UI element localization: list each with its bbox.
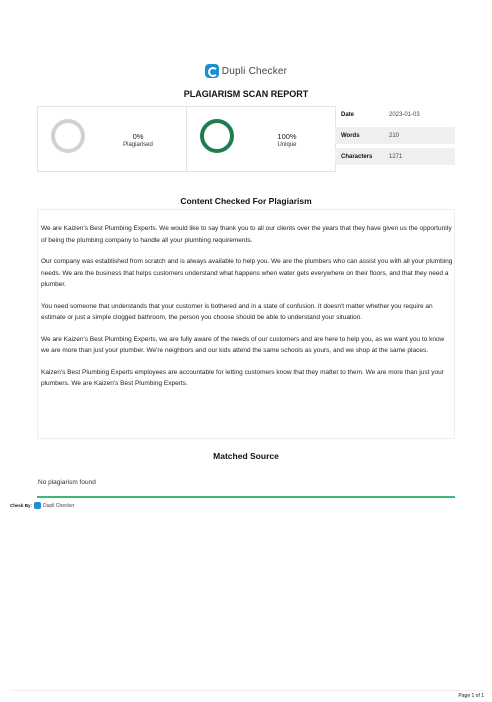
plagiarised-label: Plagiarised [123,142,153,148]
no-plagiarism-text: No plagiarism found [38,479,96,486]
unique-label: Unique [277,142,297,148]
check-by-label: Check By: [10,503,33,508]
plagiarised-value: 0% [132,132,144,141]
meta-key: Characters [341,153,373,160]
meta-table [335,106,455,169]
dupli-checker-small-logo-icon [34,502,41,509]
content-paragraph: Our company was established from scratch and is always available to help you. We are the plumbers who can assist you with all your plumbing needs. We are the business that helps customers understand what happens when water gets everywhere on their floors, and that they need a plumber. [41,258,453,288]
report-title: PLAGIARISM SCAN REPORT [183,89,309,99]
content-paragraph: You need someone that understands that your customer is bothered and in a state of confusion. It doesn't matter whether you require an estimate or just a simple clogged bathroom, the person you choose should be able to understand your situation. [41,302,433,321]
content-section-title: Content Checked For Plagiarism [180,196,312,206]
content-box [37,209,455,439]
footer-divider [10,690,484,691]
meta-row-characters [335,148,455,165]
content-paragraph: Kaizen's Best Plumbing Experts employees are accountable for letting customers know that they matter to them. We are more than just your plumbers. We are Kaizen's Best Plumbing Experts. [41,368,444,387]
meta-key: Date [341,111,355,118]
content-paragraph: We are Kaizen's Best Plumbing Experts. We would like to say thank you to all our clients over the years that they have given us the opportunity of being the plumbing company to handle all your plumbing requirements. [41,225,452,244]
unique-value: 100% [277,132,297,141]
meta-value: 210 [389,132,400,139]
unique-ring-icon [200,119,234,153]
meta-row-date [335,106,455,123]
check-by-brand: Dupli Checker [43,502,75,509]
plagiarised-stat [38,107,186,171]
stats-box [37,106,336,172]
unique-stat [186,107,335,171]
page-number: Page 1 of 1 [458,693,484,699]
meta-value: 2023-01-03 [389,111,420,118]
header-logo [0,64,492,78]
matched-section-title: Matched Source [213,451,279,461]
meta-key: Words [341,132,360,139]
divider [37,496,455,498]
check-by [10,502,74,509]
plagiarised-ring-icon [51,119,85,153]
meta-row-words [335,127,455,144]
logo-text: Dupli Checker [221,65,288,77]
dupli-checker-logo-icon [205,64,219,78]
content-paragraph: We are Kaizen's Best Plumbing Experts, we are fully aware of the needs of our customers and are here to help you, as we want you to know we are more than just your plumber. We're neighbors and our kids attend the same schools as yours, and we shop at the same places. [41,335,445,354]
meta-value: 1271 [389,153,403,160]
